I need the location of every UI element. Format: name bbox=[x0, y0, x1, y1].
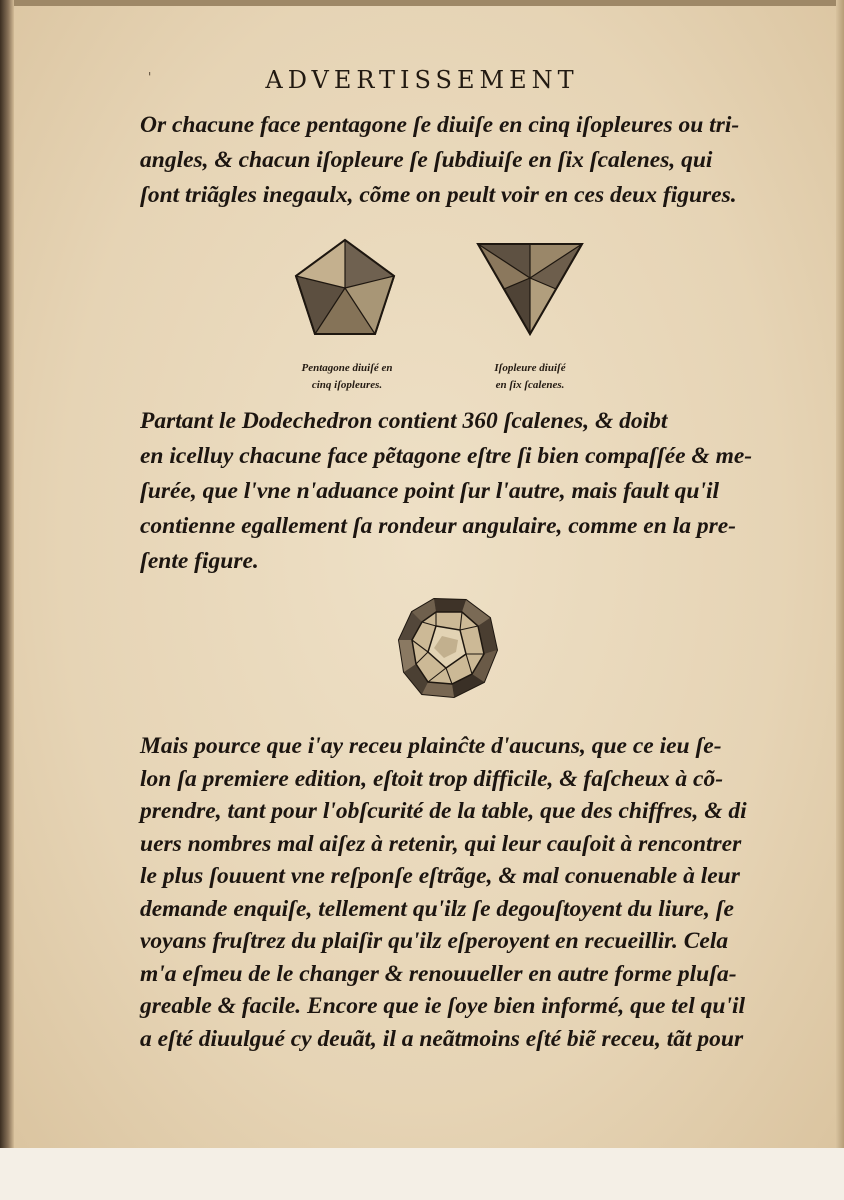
text-line: uers nombres mal aiſez à retenir, qui leur cauſoit à rencontrer bbox=[140, 830, 742, 857]
pentagon-divided-figure bbox=[290, 236, 400, 342]
caption-line: cinq iſopleures. bbox=[311, 379, 383, 391]
text-line: voyans fruſtrez du plaiſir qu'ilz eſperoyent en recueillir. Cela bbox=[140, 928, 729, 954]
caption-line: Pentagone diuiſé en bbox=[301, 362, 393, 374]
text-line: Or chacune face pentagone ſe diuiſe en cinq iſopleures ou tri- bbox=[140, 112, 740, 138]
text-line: angles, & chacun iſopleure ſe ſubdiuiſe en ſix ſcalenes, qui bbox=[140, 147, 713, 173]
margin-mark: ' bbox=[148, 70, 152, 84]
text-line: lon ſa premiere edition, eſtoit trop difficile, & faſcheux à cõ- bbox=[140, 765, 724, 792]
page-right-edge bbox=[836, 0, 844, 1200]
paragraph-1 bbox=[140, 108, 739, 213]
pentagon-caption bbox=[262, 360, 432, 394]
paragraph-2 bbox=[140, 404, 752, 579]
text-line: demande enquiſe, tellement qu'ilz ſe degouſtoyent du liure, ſe bbox=[140, 895, 734, 922]
book-gutter bbox=[0, 0, 14, 1148]
text-line: le plus ſouuent vne reſponſe eſtrãge, & mal conuenable à leur bbox=[140, 863, 740, 889]
text-line: contienne egallement ſa rondeur angulaire, comme en la pre- bbox=[140, 513, 736, 539]
caption-line: Iſopleure diuiſé bbox=[494, 362, 566, 374]
triangle-caption bbox=[450, 360, 610, 394]
caption-line: en ſix ſcalenes. bbox=[495, 379, 565, 391]
dodecahedron-figure bbox=[396, 596, 500, 700]
text-line: ſurée, que l'vne n'aduance point ſur l'autre, mais fault qu'il bbox=[140, 478, 720, 504]
page-bottom-margin bbox=[0, 1148, 844, 1200]
text-line: ſont triãgles inegaulx, cõme on peult voir en ces deux figures. bbox=[140, 182, 737, 208]
text-line: ſente figure. bbox=[140, 548, 259, 574]
text-line: en icelluy chacune face pẽtagone eſtre ſi bien compaſſée & me- bbox=[140, 443, 753, 469]
page-title: ADVERTISSEMENT bbox=[265, 66, 579, 94]
text-line: m'a eſmeu de le changer & renouueller en autre forme pluſa- bbox=[140, 960, 737, 987]
text-line: prendre, tant pour l'obſcurité de la table, que des chiffres, & di bbox=[140, 798, 747, 824]
text-line: Partant le Dodechedron contient 360 ſcalenes, & doibt bbox=[140, 408, 668, 434]
page-top-edge bbox=[0, 0, 844, 6]
text-line: Mais pource que i'ay receu plainĉte d'aucuns, que ce ieu ſe- bbox=[140, 733, 722, 759]
text-line: greable & facile. Encore que ie ſoye bien informé, que tel qu'il bbox=[140, 993, 746, 1019]
triangle-divided-figure bbox=[474, 240, 586, 340]
text-line: a eſté diuulgué cy deuãt, il a neãtmoins eſté biẽ receu, tãt pour bbox=[140, 1025, 744, 1052]
paragraph-3 bbox=[140, 730, 747, 1055]
